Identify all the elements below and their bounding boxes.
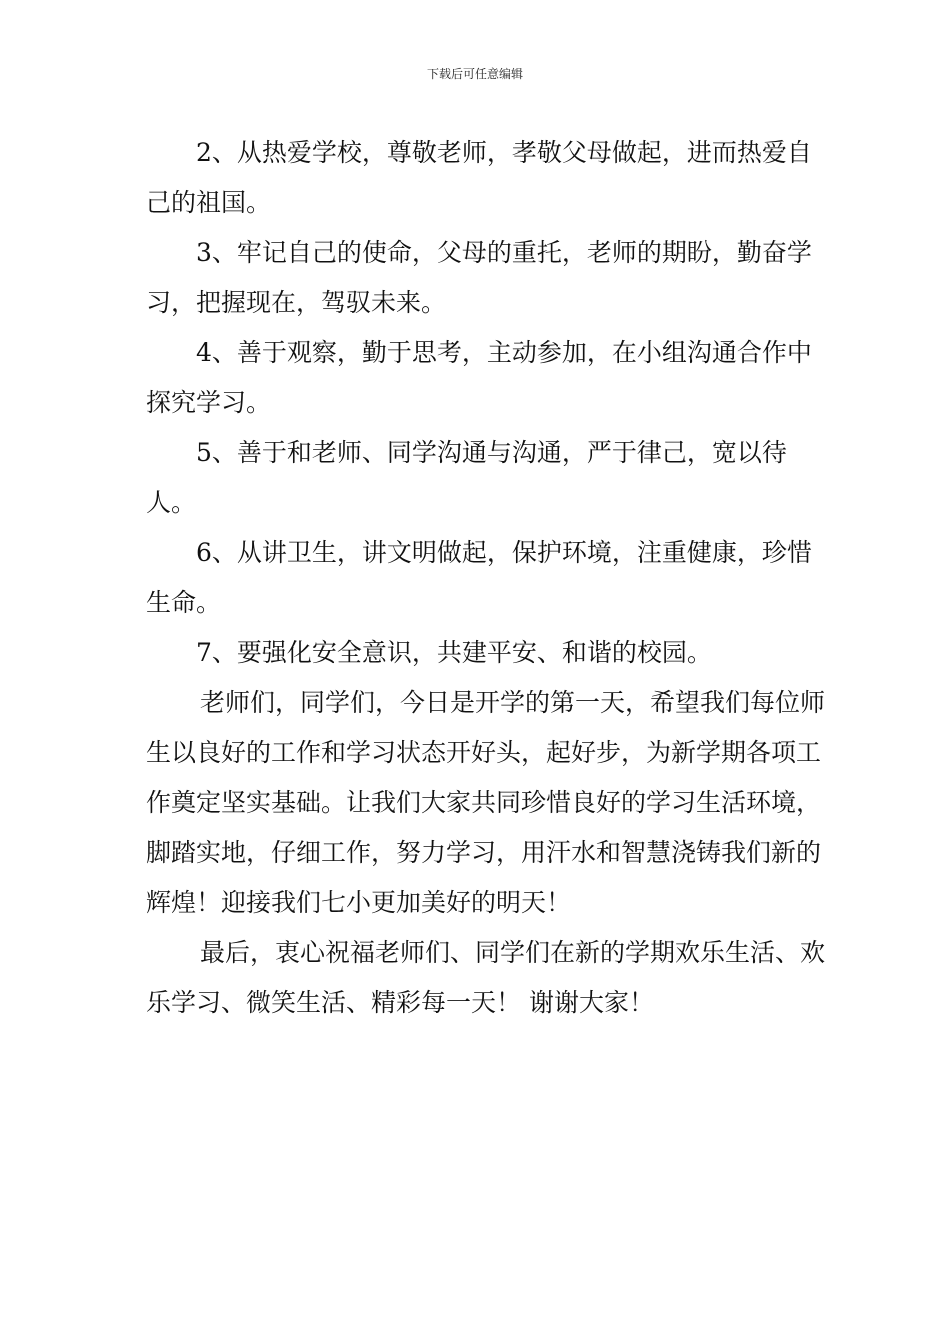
paragraph-item-2: 2、从热爱学校，尊敬老师，孝敬父母做起，进而热爱自己的祖国。 [146, 138, 812, 217]
paragraph-item-3: 3、牢记自己的使命，父母的重托，老师的期盼，勤奋学习，把握现在，驾驭未来。 [146, 238, 812, 317]
page-header: 下载后可任意编辑 [426, 67, 523, 81]
paragraph-closing-wish: 老师们，同学们，今日是开学的第一天，希望我们每位师生以良好的工作和学习状态开好头，起好步，为新学期各项工作奠定坚实基础。让我们大家共同珍惜良好的学习生活环境，脚踏实地，仔细工作，努力学习，用汗水和智慧浇铸我们新的辉煌！迎接我们七小更加美好的明天！ [146, 688, 826, 917]
document-body [146, 128, 826, 1028]
paragraph-item-7: 7、要强化安全意识，共建平安、和谐的校园。 [196, 638, 712, 667]
paragraph-item-6: 6、从讲卫生，讲文明做起，保护环境，注重健康，珍惜生命。 [146, 538, 812, 617]
paragraph-item-4: 4、善于观察，勤于思考，主动参加，在小组沟通合作中探究学习。 [146, 338, 812, 417]
paragraph-item-5: 5、善于和老师、同学沟通与沟通，严于律己，宽以待人。 [146, 438, 787, 517]
paragraph-final-thanks: 最后，衷心祝福老师们、同学们在新的学期欢乐生活、欢乐学习、微笑生活、精彩每一天！ 谢谢大家！ [146, 938, 826, 1017]
